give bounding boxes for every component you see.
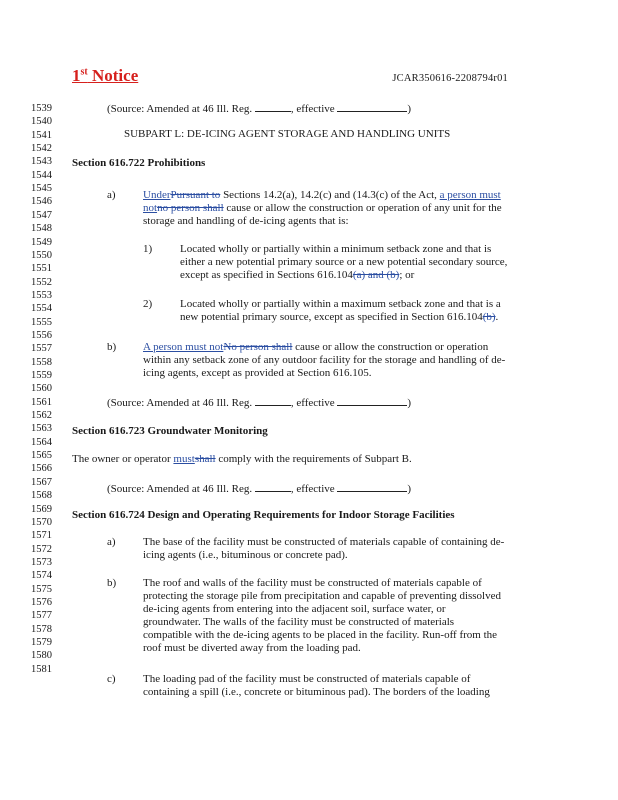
paragraph-line: compatible with the de-icing agents to be placed in the facility. Run-off from the: [143, 629, 498, 641]
section-heading: Section 616.724 Design and Operating Requirements for Indoor Storage Facilities: [72, 509, 455, 521]
list-label: c): [107, 673, 116, 685]
line-number: 1547: [31, 209, 52, 221]
paragraph-line: roof must be diverted away from the loading pad.: [143, 642, 361, 654]
document-id: JCAR350616-2208794r01: [392, 73, 508, 84]
line-number: 1573: [31, 556, 52, 568]
line-number: 1580: [31, 650, 52, 662]
paragraph-line: The loading pad of the facility must be constructed of materials capable of: [143, 673, 471, 685]
line-number: 1567: [31, 476, 52, 488]
line-number: 1553: [31, 289, 52, 301]
paragraph-line: except as specified in Sections 616.104(a) and (b); or: [180, 269, 415, 281]
paragraph-line: The roof and walls of the facility must be constructed of materials capable of: [143, 577, 482, 589]
line-number: 1557: [31, 343, 52, 355]
line-number: 1571: [31, 530, 52, 542]
line-number: 1544: [31, 169, 52, 181]
line-number: 1564: [31, 436, 52, 448]
list-label: 2): [143, 298, 153, 310]
line-number: 1563: [31, 423, 52, 435]
list-label: b): [107, 341, 117, 353]
line-number: 1579: [31, 637, 52, 648]
source-note: (Source: Amended at 46 Ill. Reg. , effective ): [107, 103, 412, 115]
list-label: a): [107, 189, 116, 201]
line-number: 1565: [31, 450, 52, 462]
source-note: (Source: Amended at 46 Ill. Reg. , effective ): [107, 397, 412, 409]
section-heading: Section 616.722 Prohibitions: [72, 157, 206, 169]
list-label: 1): [143, 243, 153, 255]
paragraph-line: Located wholly or partially within a minimum setback zone and that is: [180, 243, 492, 255]
line-number: 1545: [31, 183, 52, 195]
paragraph-line: within any setback zone of any outdoor facility for the storage and handling of de-: [143, 354, 506, 366]
paragraph-line: storage and handling of de-icing agents that is:: [143, 215, 349, 227]
paragraph-line: icing agents, except as provided at Section 616.105.: [143, 367, 372, 379]
line-number: 1562: [31, 410, 52, 422]
line-number: 1572: [31, 543, 52, 555]
line-number: 1566: [31, 463, 52, 475]
paragraph-line: Located wholly or partially within a maximum setback zone and that is a: [180, 298, 501, 310]
notice-label: 1st Notice: [72, 66, 139, 85]
line-number: 1559: [31, 370, 52, 381]
paragraph-line: either a new potential primary source or a new potential secondary source,: [180, 256, 508, 268]
line-number: 1554: [31, 303, 52, 315]
line-number: 1570: [31, 516, 52, 528]
line-number: 1540: [31, 116, 52, 128]
line-number: 1581: [31, 663, 52, 675]
paragraph-line: groundwater. The walls of the facility must be constructed of materials: [143, 616, 455, 628]
paragraph-line: UnderPursuant to Sections 14.2(a), 14.2(c) and (14.3(c) of the Act, a person must: [143, 189, 501, 201]
list-label: a): [107, 536, 116, 548]
paragraph-line: new potential primary source, except as specified in Section 616.104(b).: [180, 311, 499, 323]
paragraph-line: notno person shall cause or allow the construction or operation of any unit for the: [143, 202, 502, 214]
line-number: 1575: [31, 583, 52, 595]
line-number: 1556: [31, 329, 52, 341]
line-number: 1551: [31, 263, 52, 275]
line-number: 1546: [31, 196, 52, 208]
line-number: 1539: [31, 103, 52, 114]
line-number: 1577: [31, 610, 52, 622]
line-number: 1542: [31, 143, 52, 155]
line-number: 1578: [31, 623, 52, 635]
line-number: 1574: [31, 570, 52, 582]
paragraph-line: The base of the facility must be constructed of materials capable of containing de-: [143, 536, 505, 548]
line-number: 1555: [31, 316, 52, 328]
paragraph-line: containing a spill (i.e., concrete or bituminous pad). The borders of the loading: [143, 686, 490, 698]
line-number: 1550: [31, 249, 52, 261]
source-note: (Source: Amended at 46 Ill. Reg. , effective ): [107, 483, 412, 495]
list-label: b): [107, 577, 117, 589]
line-number: 1541: [31, 129, 52, 141]
line-number: 1548: [31, 223, 52, 235]
paragraph-line: The owner or operator mustshall comply with the requirements of Subpart B.: [72, 453, 412, 465]
paragraph-line: icing agents (i.e., bituminous or concrete pad).: [143, 549, 348, 561]
line-number: 1560: [31, 383, 52, 395]
line-number: 1552: [31, 276, 52, 288]
section-heading: Section 616.723 Groundwater Monitoring: [72, 425, 268, 437]
line-number: 1576: [31, 596, 52, 608]
line-number: 1543: [31, 156, 52, 168]
line-number: 1561: [31, 396, 52, 408]
paragraph-line: A person must notNo person shall cause or allow the construction or operation: [143, 341, 489, 353]
line-number: 1568: [31, 490, 52, 502]
paragraph-line: protecting the storage pile from precipitation and capable of preventing dissolved: [143, 590, 501, 602]
line-number: 1569: [31, 503, 52, 515]
paragraph-line: de-icing agents from entering into the adjacent soil, surface water, or: [143, 603, 446, 615]
line-number: 1558: [31, 356, 52, 368]
subpart-heading: SUBPART L: DE-ICING AGENT STORAGE AND HANDLING UNITS: [124, 128, 451, 140]
line-number: 1549: [31, 236, 52, 248]
